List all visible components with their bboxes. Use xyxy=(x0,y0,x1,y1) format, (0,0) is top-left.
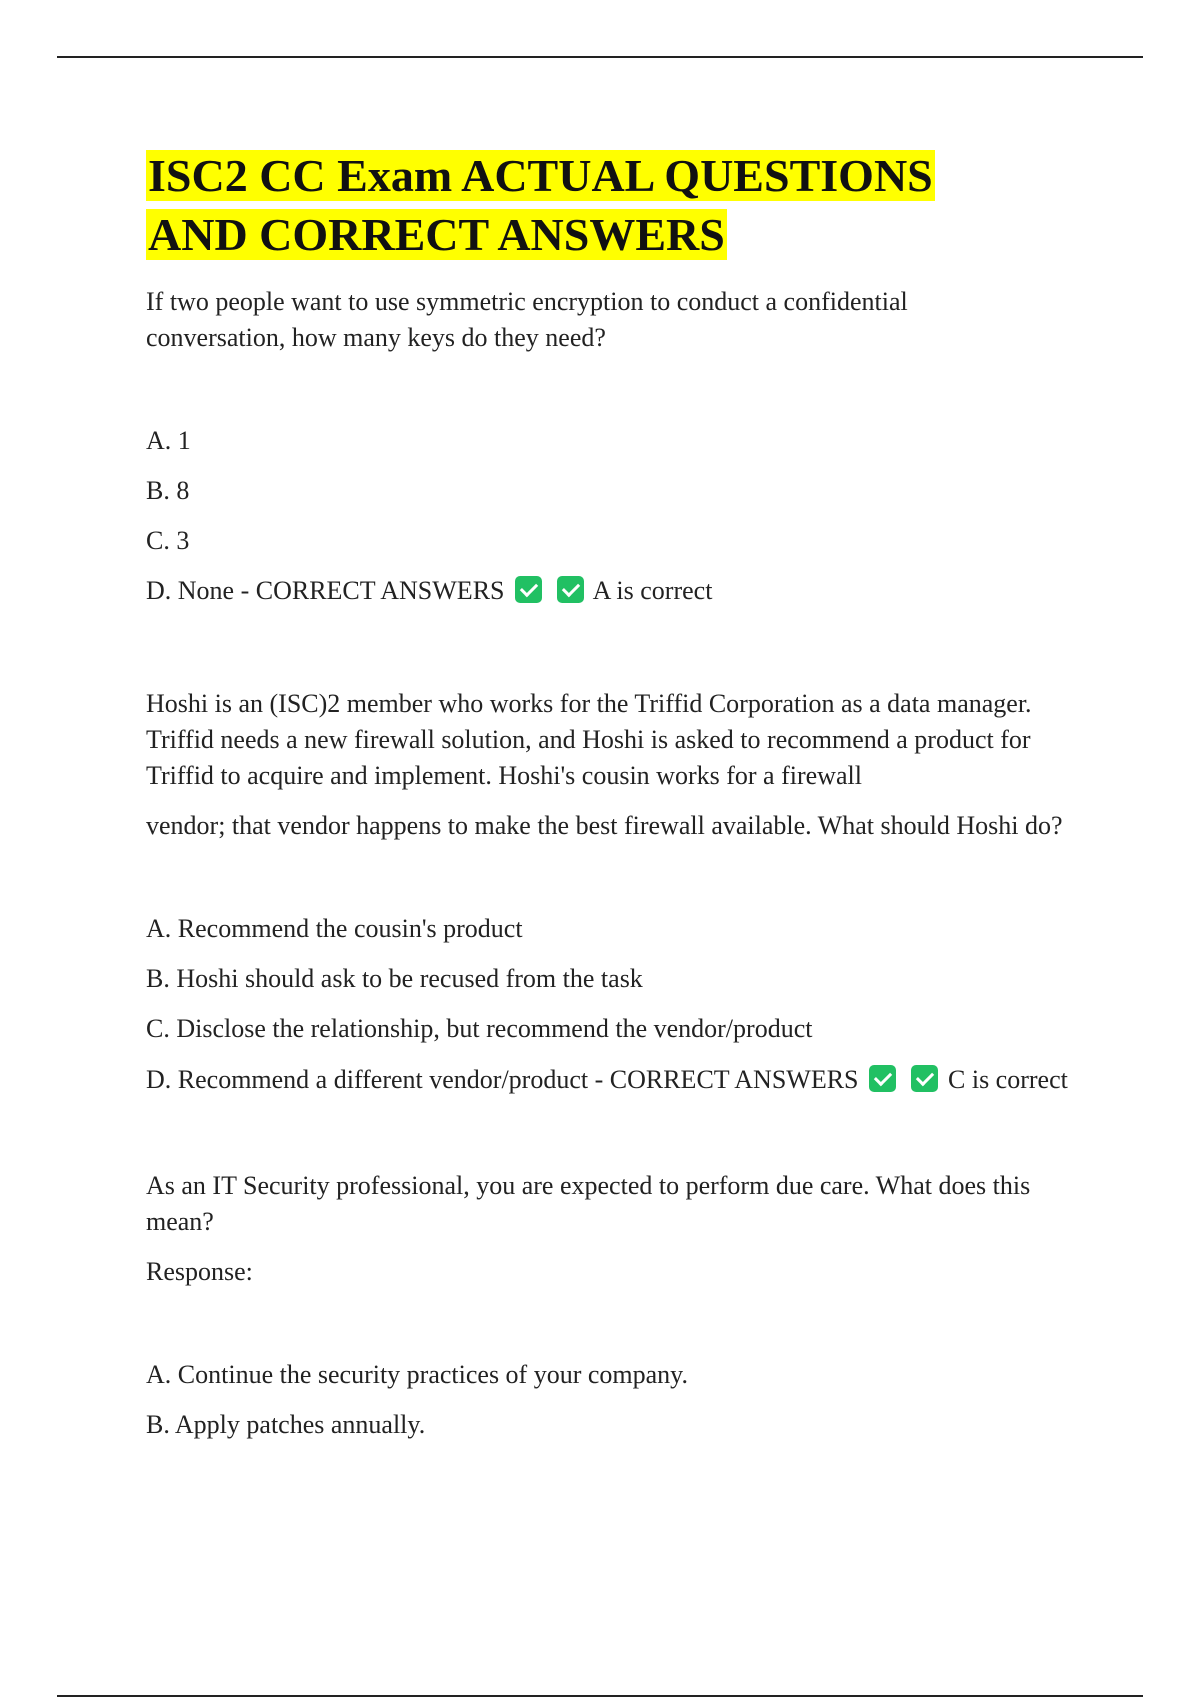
option-d xyxy=(146,566,1076,616)
option-c: C. Disclose the relationship, but recommend the vendor/product xyxy=(146,1014,813,1043)
question-text-continued: vendor; that vendor happens to make the best firewall available. What should Hoshi do? xyxy=(146,811,1063,840)
title-line-1: ISC2 CC Exam ACTUAL QUESTIONS xyxy=(148,150,933,201)
option-a: A. Recommend the cousin's product xyxy=(146,914,523,943)
option-a: A. 1 xyxy=(146,426,191,455)
answer-text: A is correct xyxy=(592,576,713,605)
option-b: B. Apply patches annually. xyxy=(146,1410,426,1439)
check-box-icon xyxy=(557,576,584,603)
answer-text: C is correct xyxy=(948,1065,1068,1094)
question-text: Hoshi is an (ISC)2 member who works for the Triffid Corporation as a data manager. Triffid needs a new firewall solution, and Hoshi is asked to recommend a product for Triffid to acquire and implement. Hoshi's cousin works for a firewall xyxy=(146,689,1032,790)
check-box-icon xyxy=(515,576,542,603)
document-body xyxy=(146,146,1076,1450)
question-2 xyxy=(146,686,1076,1098)
question-3 xyxy=(146,1168,1076,1450)
option-c: C. 3 xyxy=(146,526,190,555)
question-1 xyxy=(146,284,1076,616)
question-text: If two people want to use symmetric encryption to conduct a confidential conversation, how many keys do they need? xyxy=(146,287,908,352)
option-b: B. Hoshi should ask to be recused from the task xyxy=(146,964,643,993)
document-title xyxy=(146,146,1076,264)
check-box-icon xyxy=(869,1065,896,1092)
question-text: As an IT Security professional, you are expected to perform due care. What does this mean? xyxy=(146,1171,1031,1236)
top-rule xyxy=(57,56,1143,58)
option-b: B. 8 xyxy=(146,476,190,505)
title-line-2: AND CORRECT ANSWERS xyxy=(148,209,725,260)
option-d-text: D. Recommend a different vendor/product - CORRECT ANSWERS xyxy=(146,1065,859,1094)
response-label: Response: xyxy=(146,1257,253,1286)
option-d-text: D. None - CORRECT ANSWERS xyxy=(146,576,505,605)
option-d xyxy=(146,1062,1076,1098)
option-a: A. Continue the security practices of your company. xyxy=(146,1360,688,1389)
check-box-icon xyxy=(911,1065,938,1092)
bottom-rule xyxy=(57,1695,1143,1697)
